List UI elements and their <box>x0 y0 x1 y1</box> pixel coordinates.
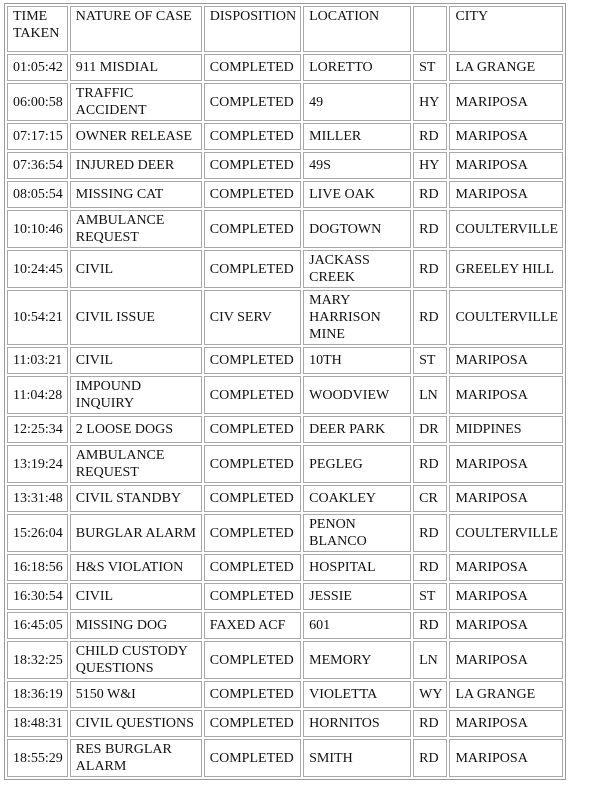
cell-street-type: ST <box>413 54 447 81</box>
table-row <box>7 210 563 248</box>
cell-location: DEER PARK <box>303 416 411 443</box>
cell-nature-of-case: MISSING DOG <box>70 612 202 639</box>
cell-disposition: COMPLETED <box>204 347 301 374</box>
cell-time: 18:48:31 <box>7 710 68 737</box>
cell-nature-of-case: CHILD CUSTODY QUESTIONS <box>70 641 202 679</box>
cell-street-type: LN <box>413 376 447 414</box>
cell-nature-of-case: RES BURGLAR ALARM <box>70 739 202 777</box>
cell-nature-of-case: TRAFFIC ACCIDENT <box>70 83 202 121</box>
cell-nature-of-case: 911 MISDIAL <box>70 54 202 81</box>
cell-location: 10TH <box>303 347 411 374</box>
cell-city: MARIPOSA <box>449 641 563 679</box>
cell-disposition: COMPLETED <box>204 583 301 610</box>
cell-nature-of-case: CIVIL QUESTIONS <box>70 710 202 737</box>
cell-nature-of-case: CIVIL ISSUE <box>70 290 202 345</box>
cell-location: VIOLETTA <box>303 681 411 708</box>
cell-city: GREELEY HILL <box>449 250 563 288</box>
cell-disposition: COMPLETED <box>204 681 301 708</box>
cell-street-type: ST <box>413 583 447 610</box>
cell-time: 18:55:29 <box>7 739 68 777</box>
cell-disposition: COMPLETED <box>204 514 301 552</box>
cell-disposition: COMPLETED <box>204 641 301 679</box>
table-row <box>7 376 563 414</box>
header-location: LOCATION <box>303 6 411 52</box>
cell-location: WOODVIEW <box>303 376 411 414</box>
cell-disposition: COMPLETED <box>204 123 301 150</box>
cell-nature-of-case: CIVIL <box>70 347 202 374</box>
cell-street-type: RD <box>413 123 447 150</box>
cell-location: COAKLEY <box>303 485 411 512</box>
cell-street-type: RD <box>413 514 447 552</box>
header-nature-of-case: NATURE OF CASE <box>70 6 202 52</box>
header-disposition: DISPOSITION <box>204 6 301 52</box>
cell-disposition: COMPLETED <box>204 210 301 248</box>
cell-city: MIDPINES <box>449 416 563 443</box>
cell-location: PENON BLANCO <box>303 514 411 552</box>
cell-disposition: COMPLETED <box>204 250 301 288</box>
cell-nature-of-case: MISSING CAT <box>70 181 202 208</box>
cell-disposition: COMPLETED <box>204 710 301 737</box>
cell-time: 01:05:42 <box>7 54 68 81</box>
cell-disposition: COMPLETED <box>204 376 301 414</box>
cell-city: MARIPOSA <box>449 376 563 414</box>
cell-disposition: COMPLETED <box>204 152 301 179</box>
cell-location: PEGLEG <box>303 445 411 483</box>
table-row <box>7 445 563 483</box>
cell-disposition: FAXED ACF <box>204 612 301 639</box>
cell-location: SMITH <box>303 739 411 777</box>
cell-disposition: COMPLETED <box>204 739 301 777</box>
cell-time: 12:25:34 <box>7 416 68 443</box>
cell-time: 13:31:48 <box>7 485 68 512</box>
table-row <box>7 554 563 581</box>
cell-location: JACKASS CREEK <box>303 250 411 288</box>
cell-disposition: COMPLETED <box>204 83 301 121</box>
cell-street-type: RD <box>413 210 447 248</box>
cell-street-type: RD <box>413 554 447 581</box>
cell-street-type: DR <box>413 416 447 443</box>
cell-nature-of-case: AMBULANCE REQUEST <box>70 445 202 483</box>
table-row <box>7 416 563 443</box>
cell-nature-of-case: CIVIL <box>70 583 202 610</box>
table-row <box>7 181 563 208</box>
cell-location: MARY HARRISON MINE <box>303 290 411 345</box>
cell-nature-of-case: AMBULANCE REQUEST <box>70 210 202 248</box>
table-row <box>7 485 563 512</box>
cell-nature-of-case: H&S VIOLATION <box>70 554 202 581</box>
cell-location: MILLER <box>303 123 411 150</box>
cell-street-type: ST <box>413 347 447 374</box>
cell-nature-of-case: BURGLAR ALARM <box>70 514 202 552</box>
cell-time: 10:54:21 <box>7 290 68 345</box>
cell-city: MARIPOSA <box>449 583 563 610</box>
header-time-taken: TIME TAKEN <box>7 6 68 52</box>
call-log-table <box>4 3 566 780</box>
cell-street-type: WY <box>413 681 447 708</box>
table-row <box>7 612 563 639</box>
cell-time: 10:10:46 <box>7 210 68 248</box>
cell-time: 10:24:45 <box>7 250 68 288</box>
cell-street-type: HY <box>413 152 447 179</box>
table-row <box>7 710 563 737</box>
table-row <box>7 250 563 288</box>
table-row <box>7 152 563 179</box>
cell-city: COULTERVILLE <box>449 514 563 552</box>
cell-disposition: COMPLETED <box>204 54 301 81</box>
cell-street-type: CR <box>413 485 447 512</box>
cell-time: 08:05:54 <box>7 181 68 208</box>
cell-time: 07:17:15 <box>7 123 68 150</box>
table-row <box>7 641 563 679</box>
cell-city: MARIPOSA <box>449 710 563 737</box>
cell-time: 18:32:25 <box>7 641 68 679</box>
cell-nature-of-case: INJURED DEER <box>70 152 202 179</box>
cell-city: MARIPOSA <box>449 152 563 179</box>
cell-city: MARIPOSA <box>449 612 563 639</box>
cell-city: MARIPOSA <box>449 485 563 512</box>
cell-location: 49 <box>303 83 411 121</box>
table-body <box>7 54 563 777</box>
cell-location: HOSPITAL <box>303 554 411 581</box>
cell-city: LA GRANGE <box>449 54 563 81</box>
header-street-type <box>413 6 447 52</box>
cell-time: 18:36:19 <box>7 681 68 708</box>
cell-street-type: RD <box>413 290 447 345</box>
cell-disposition: CIV SERV <box>204 290 301 345</box>
cell-location: LIVE OAK <box>303 181 411 208</box>
cell-nature-of-case: 5150 W&I <box>70 681 202 708</box>
cell-time: 13:19:24 <box>7 445 68 483</box>
table-row <box>7 514 563 552</box>
cell-time: 16:45:05 <box>7 612 68 639</box>
cell-city: COULTERVILLE <box>449 210 563 248</box>
header-city: CITY <box>449 6 563 52</box>
cell-time: 06:00:58 <box>7 83 68 121</box>
cell-city: MARIPOSA <box>449 445 563 483</box>
cell-time: 16:30:54 <box>7 583 68 610</box>
cell-time: 07:36:54 <box>7 152 68 179</box>
call-log-sheet <box>4 3 566 780</box>
cell-street-type: RD <box>413 612 447 639</box>
cell-disposition: COMPLETED <box>204 554 301 581</box>
cell-street-type: RD <box>413 250 447 288</box>
cell-street-type: RD <box>413 739 447 777</box>
cell-time: 16:18:56 <box>7 554 68 581</box>
cell-city: COULTERVILLE <box>449 290 563 345</box>
cell-city: MARIPOSA <box>449 181 563 208</box>
cell-nature-of-case: CIVIL <box>70 250 202 288</box>
table-row <box>7 739 563 777</box>
cell-street-type: RD <box>413 710 447 737</box>
cell-street-type: RD <box>413 445 447 483</box>
cell-street-type: LN <box>413 641 447 679</box>
cell-nature-of-case: OWNER RELEASE <box>70 123 202 150</box>
cell-city: MARIPOSA <box>449 83 563 121</box>
cell-time: 11:03:21 <box>7 347 68 374</box>
cell-disposition: COMPLETED <box>204 416 301 443</box>
cell-location: MEMORY <box>303 641 411 679</box>
table-row <box>7 54 563 81</box>
cell-city: MARIPOSA <box>449 554 563 581</box>
cell-city: LA GRANGE <box>449 681 563 708</box>
cell-nature-of-case: CIVIL STANDBY <box>70 485 202 512</box>
cell-disposition: COMPLETED <box>204 445 301 483</box>
table-row <box>7 123 563 150</box>
cell-city: MARIPOSA <box>449 123 563 150</box>
cell-time: 11:04:28 <box>7 376 68 414</box>
cell-disposition: COMPLETED <box>204 181 301 208</box>
table-row <box>7 583 563 610</box>
cell-location: JESSIE <box>303 583 411 610</box>
cell-location: 601 <box>303 612 411 639</box>
table-row <box>7 681 563 708</box>
table-row <box>7 290 563 345</box>
cell-city: MARIPOSA <box>449 347 563 374</box>
cell-location: DOGTOWN <box>303 210 411 248</box>
header-row <box>7 6 563 52</box>
cell-street-type: RD <box>413 181 447 208</box>
table-row <box>7 83 563 121</box>
cell-street-type: HY <box>413 83 447 121</box>
cell-location: 49S <box>303 152 411 179</box>
cell-nature-of-case: 2 LOOSE DOGS <box>70 416 202 443</box>
cell-location: HORNITOS <box>303 710 411 737</box>
cell-location: LORETTO <box>303 54 411 81</box>
table-row <box>7 347 563 374</box>
cell-city: MARIPOSA <box>449 739 563 777</box>
cell-disposition: COMPLETED <box>204 485 301 512</box>
cell-time: 15:26:04 <box>7 514 68 552</box>
cell-nature-of-case: IMPOUND INQUIRY <box>70 376 202 414</box>
